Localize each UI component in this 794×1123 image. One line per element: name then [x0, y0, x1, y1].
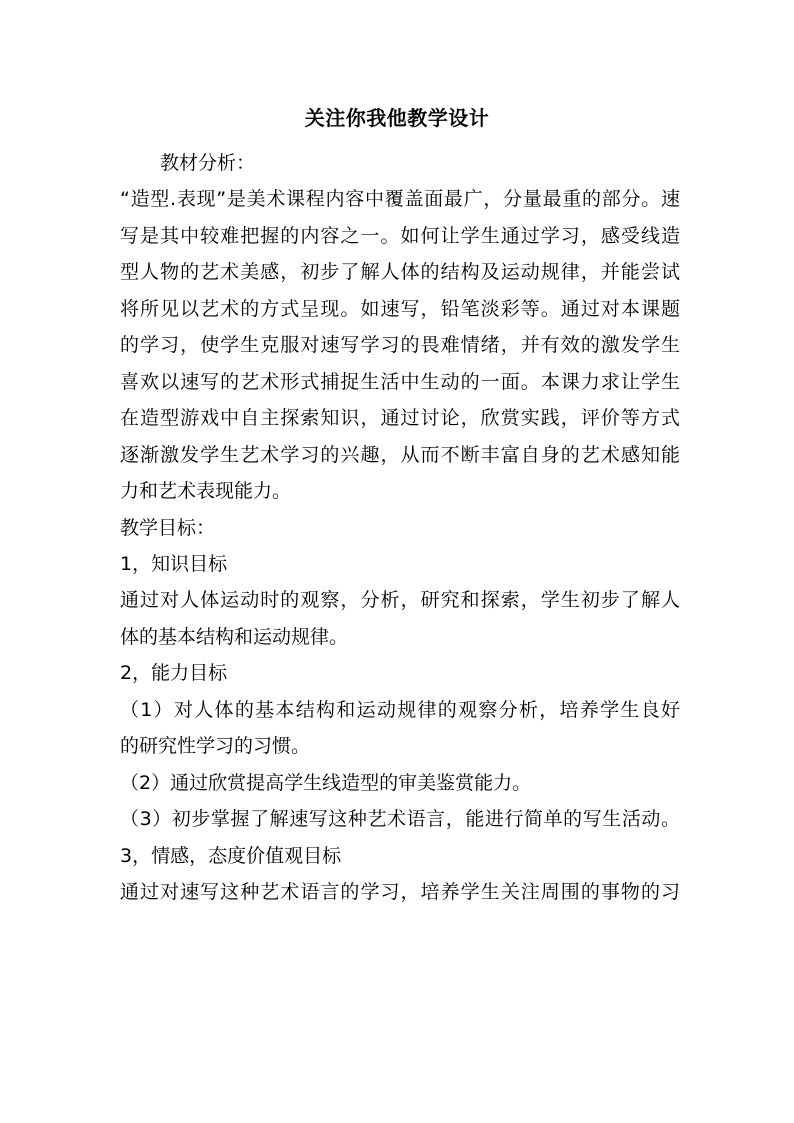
paragraph-line: “造型.表现”是美术课程内容中覆盖面最广，分量最重的部分。速	[120, 188, 680, 211]
paragraph-line: 通过对人体运动时的观察，分析，研究和探索，学生初步了解人	[120, 589, 680, 612]
paragraph-line: 在造型游戏中自主探索知识，通过讨论，欣赏实践，评价等方式	[120, 407, 680, 430]
paragraph-line: 3，情感，态度价值观目标	[120, 844, 342, 867]
paragraph-line: （3）初步掌握了解速写这种艺术语言，能进行简单的写生活动。	[120, 808, 680, 831]
paragraph-line: 教材分析：	[160, 152, 256, 174]
paragraph-line: 逐渐激发学生艺术学习的兴趣，从而不断丰富自身的艺术感知能	[120, 443, 680, 466]
paragraph-line: 通过对速写这种艺术语言的学习，培养学生关注周围的事物的习	[120, 881, 680, 903]
paragraph-line: 写是其中较难把握的内容之一。如何让学生通过学习，感受线造	[120, 224, 680, 247]
paragraph-line: （1）对人体的基本结构和运动规律的观察分析，培养学生良好	[120, 698, 680, 721]
paragraph-line: 体的基本结构和运动规律。	[120, 625, 349, 648]
paragraph-line: 2，能力目标	[120, 662, 228, 685]
paragraph-line: 教学目标：	[120, 516, 216, 539]
paragraph-line: 1，知识目标	[120, 553, 228, 575]
paragraph-line: （2）通过欣赏提高学生线造型的审美鉴赏能力。	[120, 771, 532, 794]
paragraph-line: 力和艺术表现能力。	[120, 480, 292, 503]
paragraph-line: 的学习，使学生克服对速写学习的畏难情绪，并有效的激发学生	[120, 334, 680, 357]
document-title: 关注你我他教学设计	[304, 106, 490, 130]
paragraph-line: 喜欢以速写的艺术形式捕捉生活中生动的一面。本课力求让学生	[120, 370, 680, 393]
paragraph-line: 的研究性学习的习惯。	[120, 735, 311, 758]
paragraph-line: 型人物的艺术美感，初步了解人体的结构及运动规律，并能尝试	[120, 261, 680, 284]
paragraph-line: 将所见以艺术的方式呈现。如速写，铅笔淡彩等。通过对本课题	[120, 297, 680, 320]
